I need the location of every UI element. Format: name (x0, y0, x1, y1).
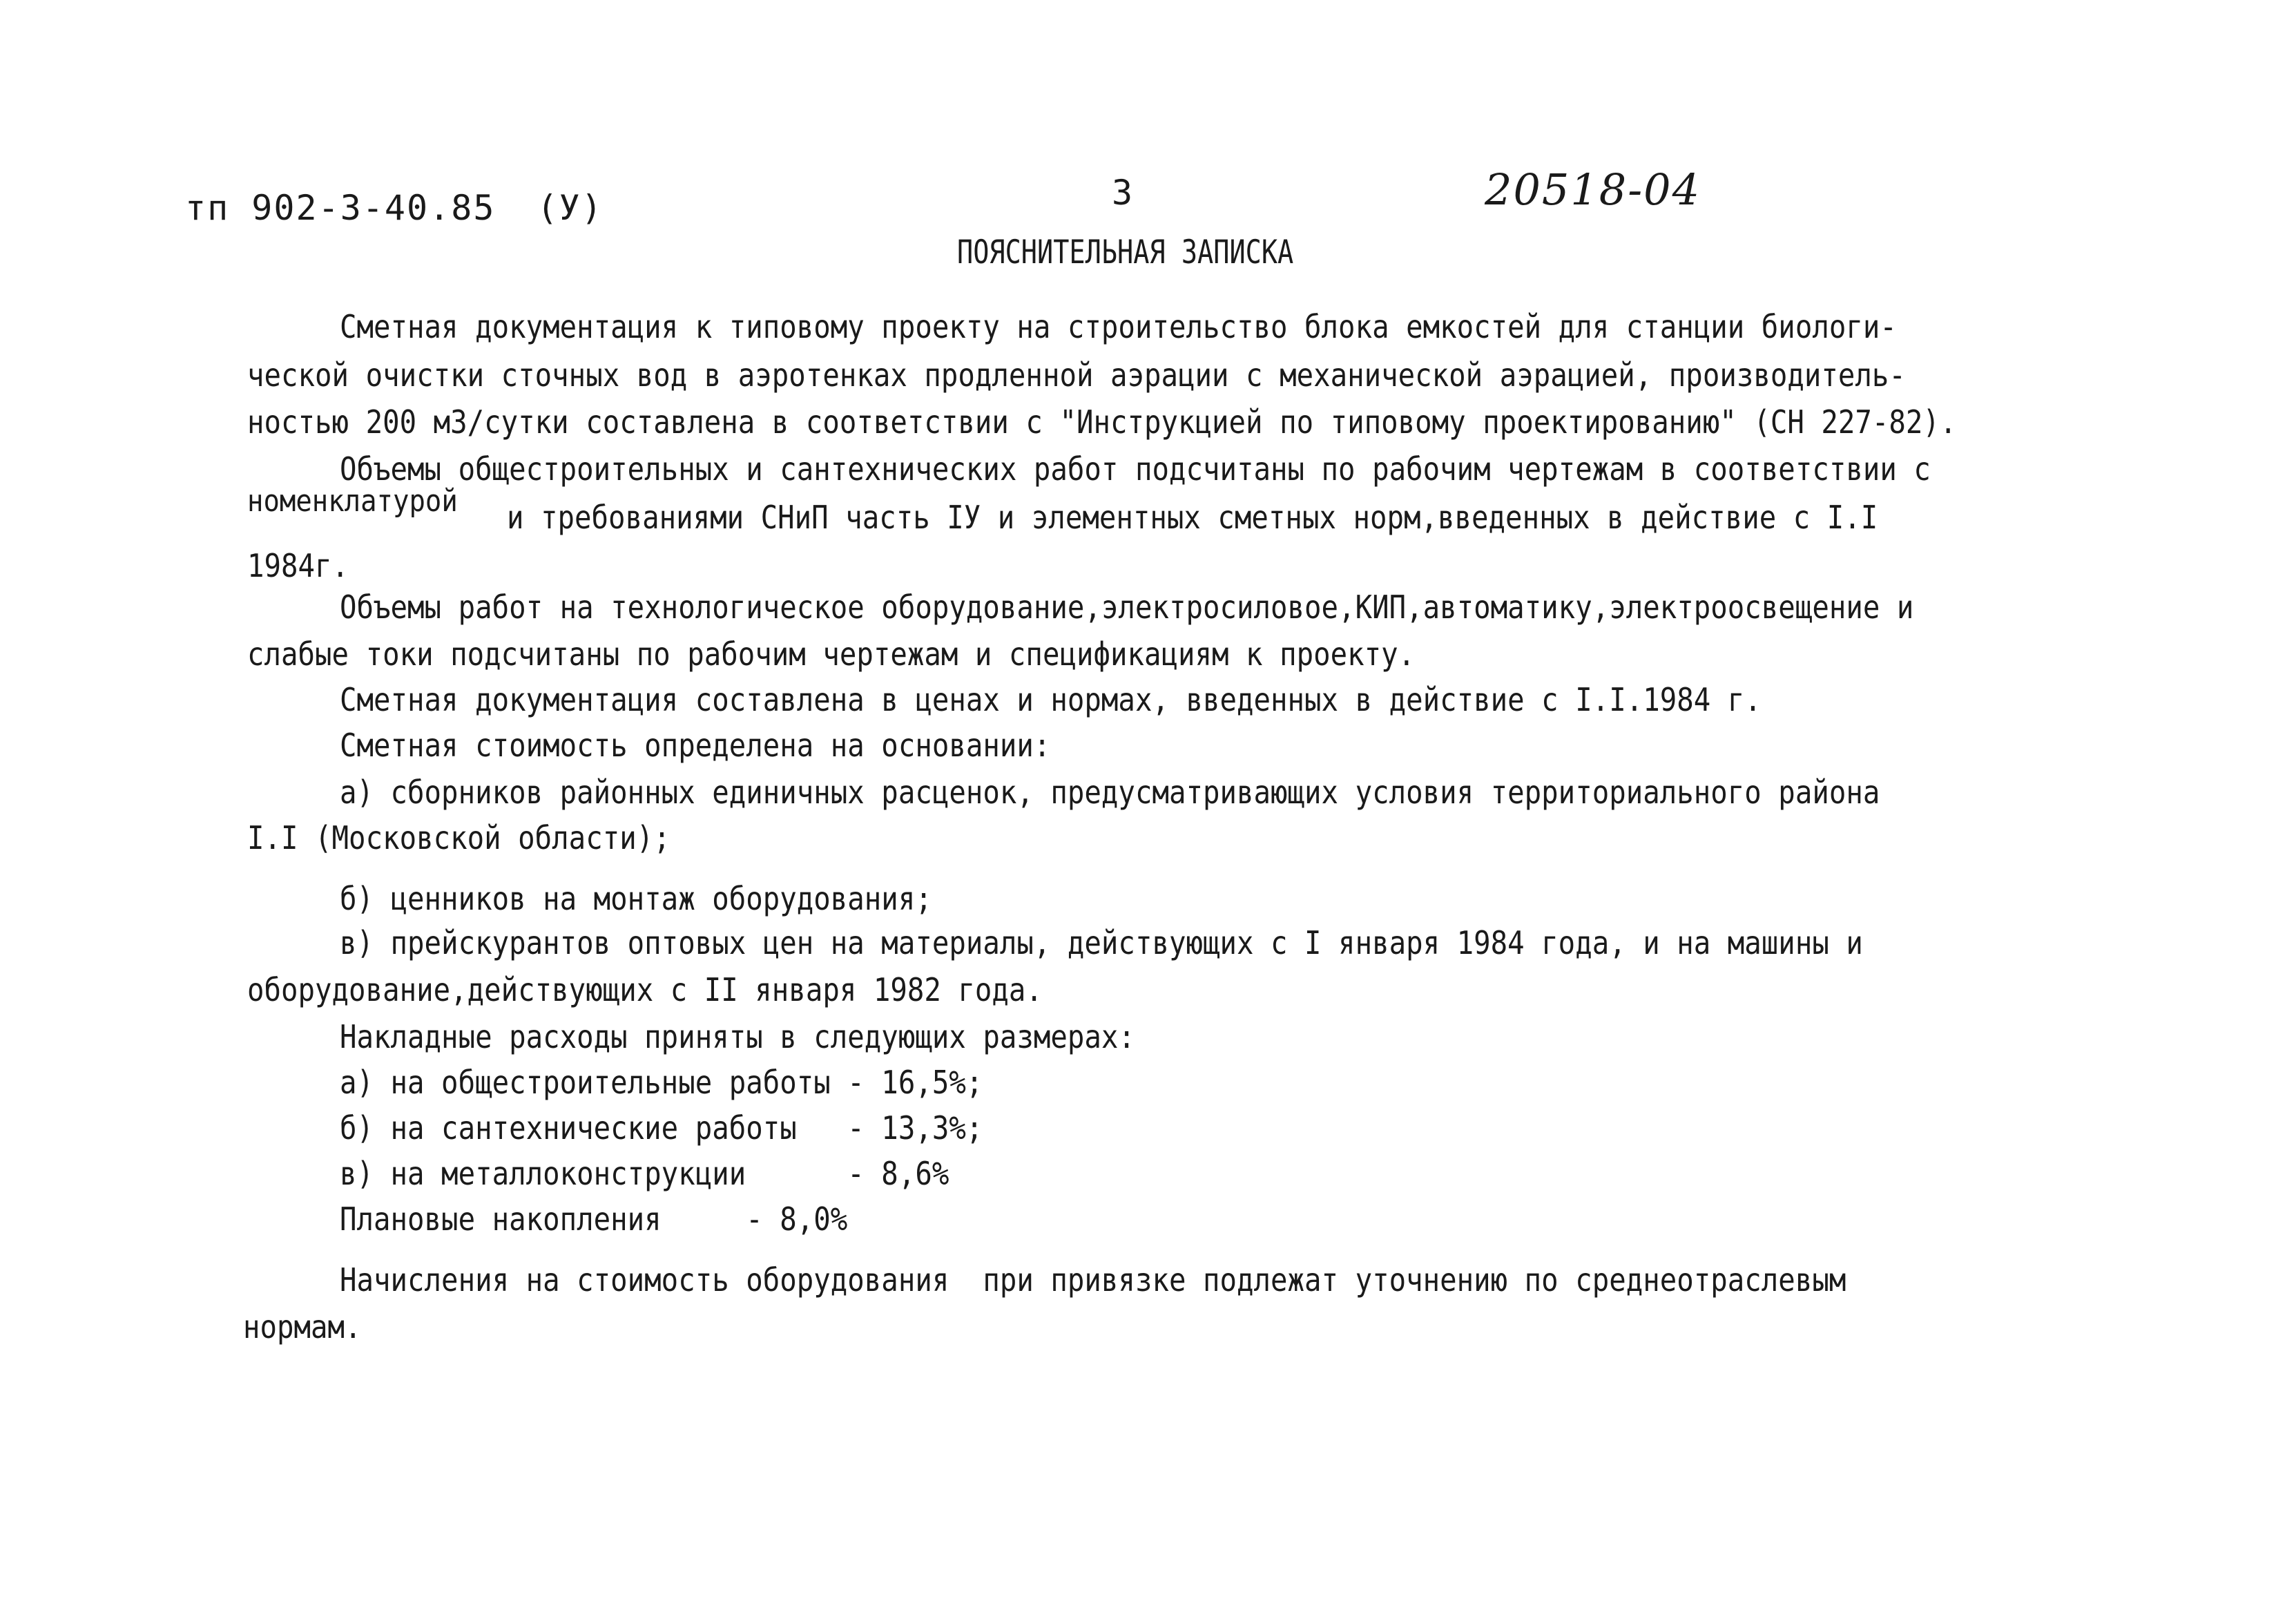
project-code-header (185, 188, 604, 228)
paragraph-line: Накладные расходы приняты в следующих размерах: (340, 1018, 1135, 1055)
handwritten-number: 20518-04 (1485, 164, 1701, 215)
paragraph-line: Плановые накопления - 8,0% (340, 1200, 848, 1238)
paragraph-line: Объемы работ на технологическое оборудование,электросиловое,КИП,автоматику,электроосвещение и (340, 588, 1914, 626)
list-item: I.I (Московской области); (247, 819, 671, 856)
paragraph-line-raised: номенклатурой (247, 483, 458, 519)
page-number: 3 (1112, 173, 1133, 213)
paragraph-line: Сметная документация к типовому проекту на строительство блока емкостей для станции биологи- (340, 308, 1897, 345)
paragraph-line: и требованиями СНиП часть IУ и элементных сметных норм,введенных в действие с I.I (507, 499, 1878, 536)
paragraph-line: нормам. (243, 1308, 362, 1346)
list-item: в) на металлоконструкции - 8,6% (340, 1155, 949, 1192)
list-item: а) сборников районных единичных расценок, предусматривающих условия территориального района (340, 774, 1880, 811)
list-item: б) на сантехнические работы - 13,3%; (340, 1109, 983, 1147)
paragraph-line: ческой очистки сточных вод в аэротенках продленной аэрации с механической аэрацией, производитель- (247, 356, 1906, 394)
paragraph-line: 1984г. (247, 547, 349, 584)
paragraph-line: Сметная документация составлена в ценах и нормах, введенных в действие с I.I.1984 г. (340, 681, 1762, 718)
list-item: оборудование,действующих с II января 1982 года. (247, 971, 1043, 1008)
project-code: тп 902-3-40.85 (185, 188, 496, 228)
list-item: в) прейскурантов оптовых цен на материалы, действующих с I января 1984 года, и на машины и (340, 924, 1863, 961)
document-title: ПОЯСНИТЕЛЬНАЯ ЗАПИСКА (957, 233, 1294, 271)
paragraph-line: слабые токи подсчитаны по рабочим чертежам и спецификациям к проекту. (247, 635, 1416, 673)
paragraph-line: Сметная стоимость определена на основании: (340, 727, 1051, 764)
paragraph-line: Начисления на стоимость оборудования при привязке подлежат уточнению по среднеотраслевым (340, 1261, 1846, 1299)
list-item: а) на общестроительные работы - 16,5%; (340, 1064, 983, 1101)
paragraph-line: ностью 200 м3/сутки составлена в соответствии с "Инструкцией по типовому проектированию" (СН 227-82). (247, 403, 1957, 441)
list-item: б) ценников на монтаж оборудования; (340, 880, 932, 917)
project-mark: (У) (537, 188, 604, 228)
paragraph-line: Объемы общестроительных и сантехнических работ подсчитаны по рабочим чертежам в соответствии с (340, 450, 1931, 488)
